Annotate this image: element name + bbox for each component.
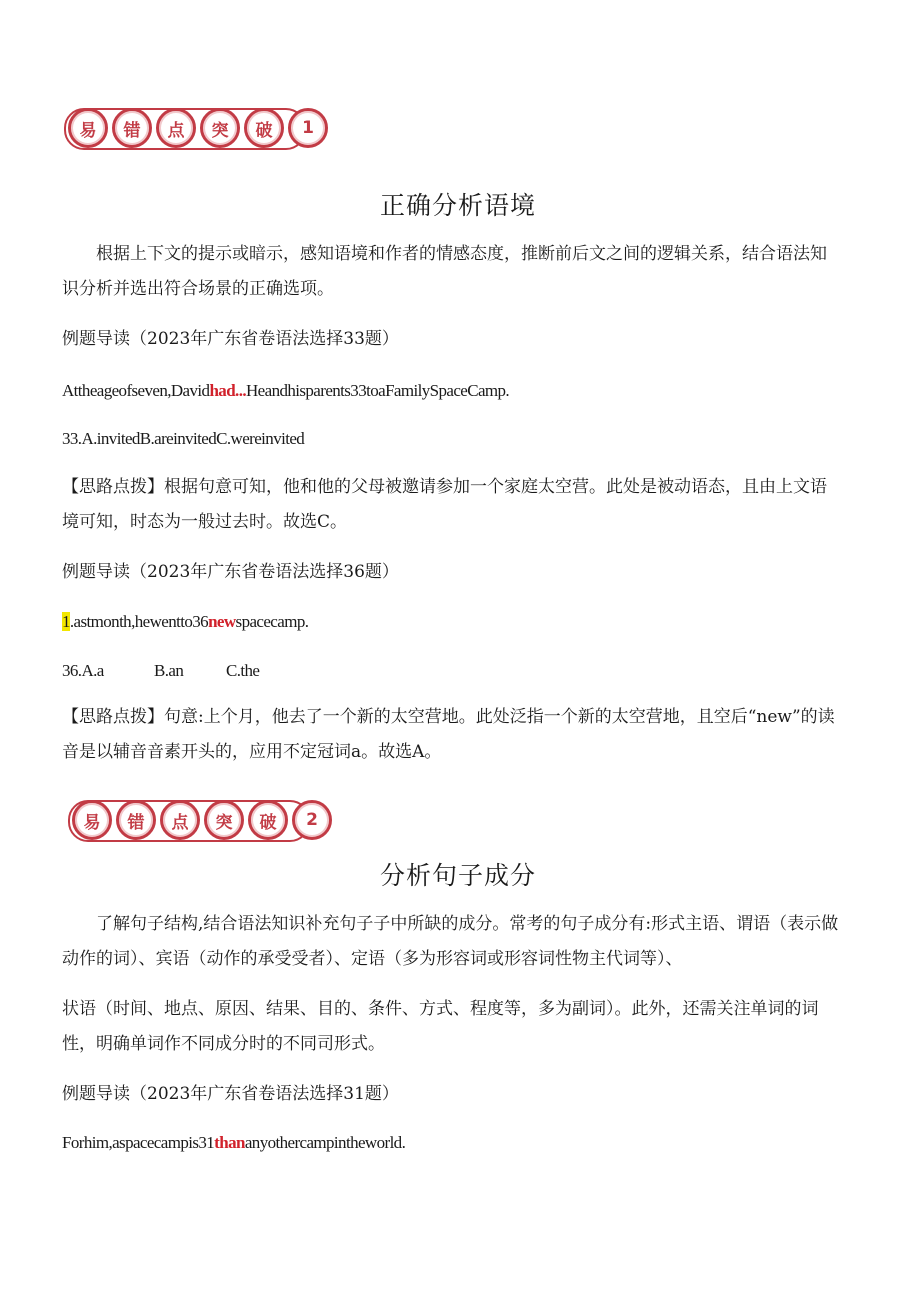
example-label: 例题导读（2023年广东省卷语法选择36题） — [62, 562, 399, 582]
answer-word: new — [208, 612, 236, 631]
badge-char: 突 — [200, 108, 240, 148]
analysis-tag: 【思路点拨】 — [62, 707, 164, 727]
badge-char: 易 — [68, 108, 108, 148]
answer-word: than — [214, 1133, 245, 1152]
badge-char: 易 — [72, 800, 112, 840]
badge-char: 点 — [156, 108, 196, 148]
sentence-text: Attheageofseven,David — [62, 381, 210, 400]
example-label: 例题导读（2023年广东省卷语法选择31题） — [62, 1084, 399, 1104]
sentence-text: .astmonth,hewentto36 — [69, 612, 209, 631]
example-label: 例题导读（2023年广东省卷语法选择33题） — [62, 329, 399, 349]
section-intro-2a: 了解句子结构,结合语法知识补充句子子中所缺的成分。常考的句子成分有:形式主语、谓语（表示做动作的词）、宾语（动作的承受受者）、定语（多为形容词或形容词性物主代词等）、 — [62, 914, 839, 969]
analysis-text: 根据句意可知，他和他的父母被邀请参加一个家庭太空营。此处是被动语态，且由上文语境可知，时态为一般过去时。故选C。 — [62, 477, 827, 532]
example-sentence — [62, 381, 509, 401]
sentence-text: spacecamp. — [235, 612, 309, 631]
example-options: 33.A.invitedB.areinvitedC.wereinvited — [62, 429, 305, 448]
badge-char: 错 — [116, 800, 156, 840]
example-sentence — [62, 612, 308, 632]
analysis-block — [62, 470, 842, 540]
section-title-1: 正确分析语境 — [380, 191, 537, 220]
section-badge-1 — [68, 106, 328, 150]
badge-char: 破 — [244, 108, 284, 148]
example-options — [62, 661, 259, 681]
badge-char: 突 — [204, 800, 244, 840]
example-sentence — [62, 1133, 405, 1153]
section-intro-1: 根据上下文的提示或暗示，感知语境和作者的情感态度，推断前后文之间的逻辑关系，结合语法知识分析并选出符合场景的正确选项。 — [62, 244, 827, 299]
option-c: C.the — [226, 661, 260, 680]
sentence-text: Heandhisparents33toaFamilySpaceCamp. — [246, 381, 510, 400]
answer-word: had... — [209, 381, 246, 400]
badge-char: 破 — [248, 800, 288, 840]
badge-number: 2 — [292, 800, 332, 840]
analysis-block — [62, 700, 842, 770]
sentence-text: Forhim,aspacecampis31 — [62, 1133, 215, 1152]
option-a: 36.A.a — [62, 661, 104, 680]
analysis-tag: 【思路点拨】 — [62, 477, 164, 497]
badge-char: 点 — [160, 800, 200, 840]
badge-number: 1 — [288, 108, 328, 148]
sentence-text: anyothercampintheworld. — [244, 1133, 406, 1152]
section-intro-2b: 状语（时间、地点、原因、结果、目的、条件、方式、程度等，多为副词）。此外，还需关注单词的词性，明确单词作不同成分时的不同司形式。 — [62, 999, 819, 1054]
badge-char: 错 — [112, 108, 152, 148]
option-b: B.an — [154, 661, 184, 680]
highlighted-letter: 1 — [62, 612, 70, 631]
section-title-2: 分析句子成分 — [380, 861, 537, 890]
analysis-text: 句意:上个月，他去了一个新的太空营地。此处泛指一个新的太空营地，且空后“new”的读音是以辅音音素开头的，应用不定冠词a。故选A。 — [62, 707, 835, 762]
section-badge-2 — [72, 798, 332, 842]
